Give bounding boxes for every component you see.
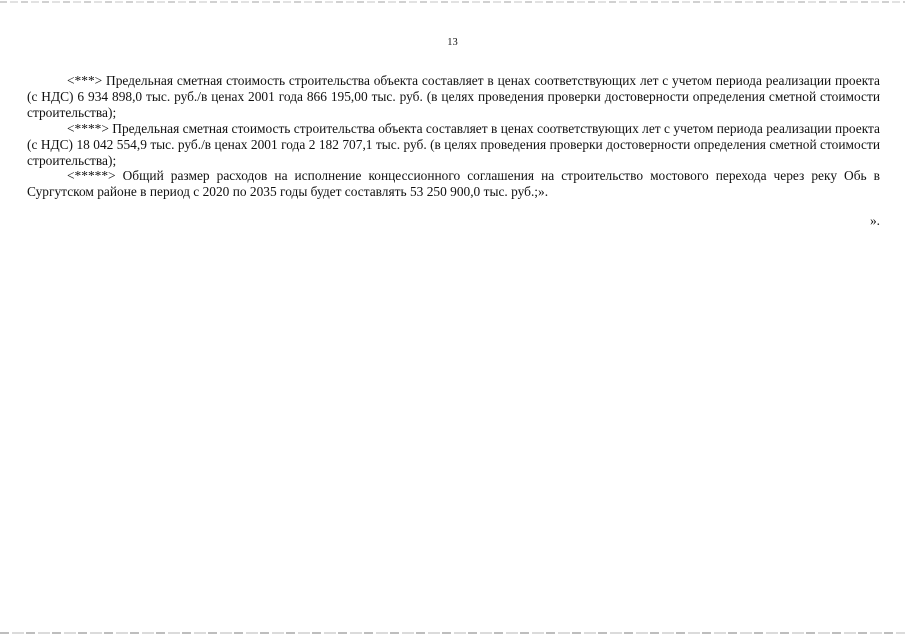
closing-quote-mark: ».: [869, 213, 880, 228]
footnote-5-stars: <*****> Общий размер расходов на исполнение концессионного соглашения на строительство мостового перехода через реку Обь в Сургутском районе в период с 2020 по 2035 годы будет составлять 53 250 900,0 тыс. руб.;».: [27, 168, 880, 200]
scan-edge-top: [0, 1, 905, 3]
page-number: 13: [447, 37, 458, 48]
footnotes-section: [27, 73, 880, 200]
scan-edge-bottom: [0, 632, 905, 634]
footnote-4-stars: <****> Предельная сметная стоимость строительства объекта составляет в ценах соответствующих лет с учетом периода реализации проекта (с НДС) 18 042 554,9 тыс. руб./в ценах 2001 года 2 182 707,1 тыс. руб. (в целях проведения проверки достоверности определения сметной стоимости строительства);: [27, 120, 880, 168]
footnote-3-stars: <***> Предельная сметная стоимость строительства объекта составляет в ценах соответствующих лет с учетом периода реализации проекта (с НДС) 6 934 898,0 тыс. руб./в ценах 2001 года 866 195,00 тыс. руб. (в целях проведения проверки достоверности определения сметной стоимости строительства);: [27, 73, 880, 120]
